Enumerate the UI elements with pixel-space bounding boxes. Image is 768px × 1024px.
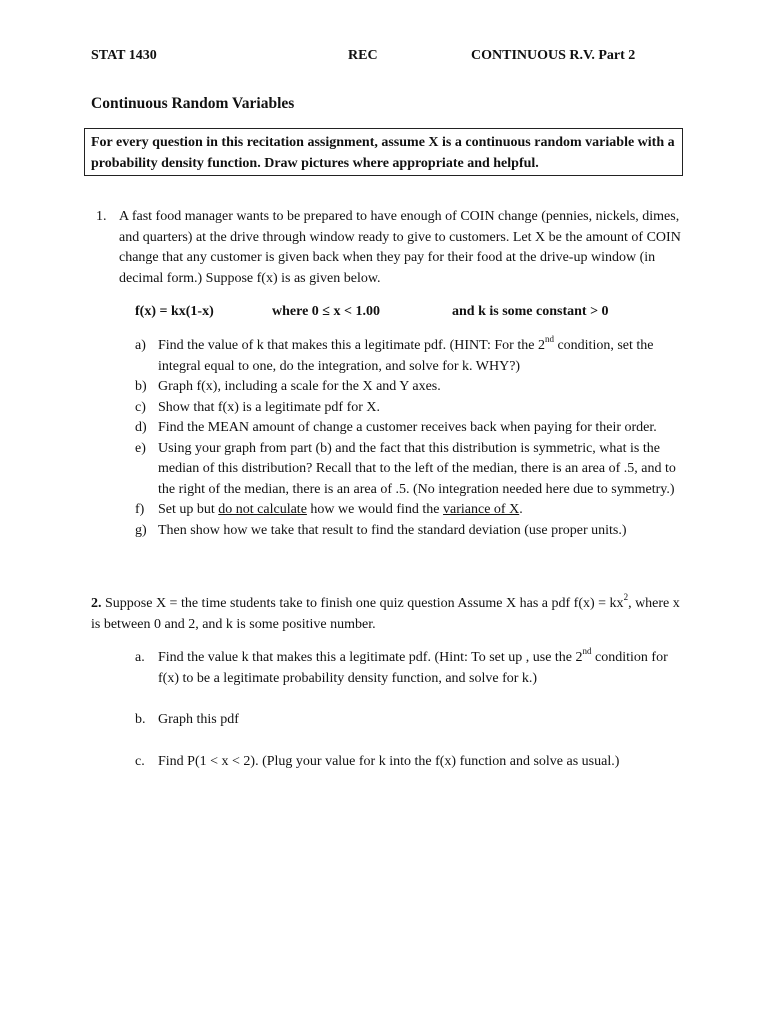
instructions-box [84,128,683,176]
course-code: STAT 1430 [91,48,157,63]
formula-constant: and k is some constant > 0 [452,304,609,319]
assignment-topic: CONTINUOUS R.V. Part 2 [471,48,636,63]
q1-part-c: c) Show that f(x) is a legitimate pdf for X. [135,399,381,415]
formula-fx: f(x) = kx(1-x) [135,304,214,319]
page-header [91,46,691,66]
q1-part-g: g) Then show how we take that result to find the standard deviation (use proper units.) [135,522,627,538]
q1-part-e: e) Using your graph from part (b) and the fact that this distribution is symmetric, what is the median of this distribution? Recall that to the left of the median, there is an area of .5, and to the right of the median, there is an area of .5. (No integration needed here due to symmetry.) [135,440,676,497]
question-2-parts [135,648,680,793]
page-title: Continuous Random Variables [91,95,295,112]
q2-part-c: c. Find P(1 < x < 2). (Plug your value for k into the f(x) function and solve as usual.) [135,753,620,769]
question-1-formula [135,302,735,322]
q2-part-a: a. Find the value k that makes this a legitimate pdf. (Hint: To set up , use the 2nd condition for f(x) to be a legitimate probability density function, and solve for k.) [135,646,668,686]
q1-part-f: f) Set up but do not calculate how we would find the variance of X. [135,502,523,517]
question-2-number: 2. [91,596,102,611]
instructions-text: For every question in this recitation assignment, assume X is a continuous random variable with a probability density function. Draw pictures where appropriate and helpful. [91,135,675,171]
question-2: 2. Suppose X = the time students take to finish one quiz question Assume X has a pdf $f(x) = kx^2$, where x is between 0 and 2, and k is some positive number. [91,592,680,632]
q1-part-d: d) Find the MEAN amount of change a customer receives back when paying for their order. [135,420,657,435]
q2-part-b: b. Graph this pdf [135,712,239,727]
q1-part-a: a) Find the value of k that makes this a legitimate pdf. (HINT: For the 2nd condition, set the integral equal to one, do the integration, and solve for k. WHY?) [135,334,654,374]
question-1-text: A fast food manager wants to be prepared to have enough of COIN change (pennies, nickels, dimes, and quarters) at the drive through window ready to give to customers. Let X be the amount of COIN change that any customer is given back when they pay for their food at the drive-up window (in decimal form.) Suppose f(x) is as given below. [119,209,681,286]
question-1-number: 1. [96,209,107,224]
question-1-parts [135,336,680,541]
formula-domain: where 0 ≤ x < 1.00 [272,304,380,319]
assignment-type: REC [348,48,378,63]
q1-part-b: b) Graph f(x), including a scale for the X and Y axes. [135,379,441,394]
